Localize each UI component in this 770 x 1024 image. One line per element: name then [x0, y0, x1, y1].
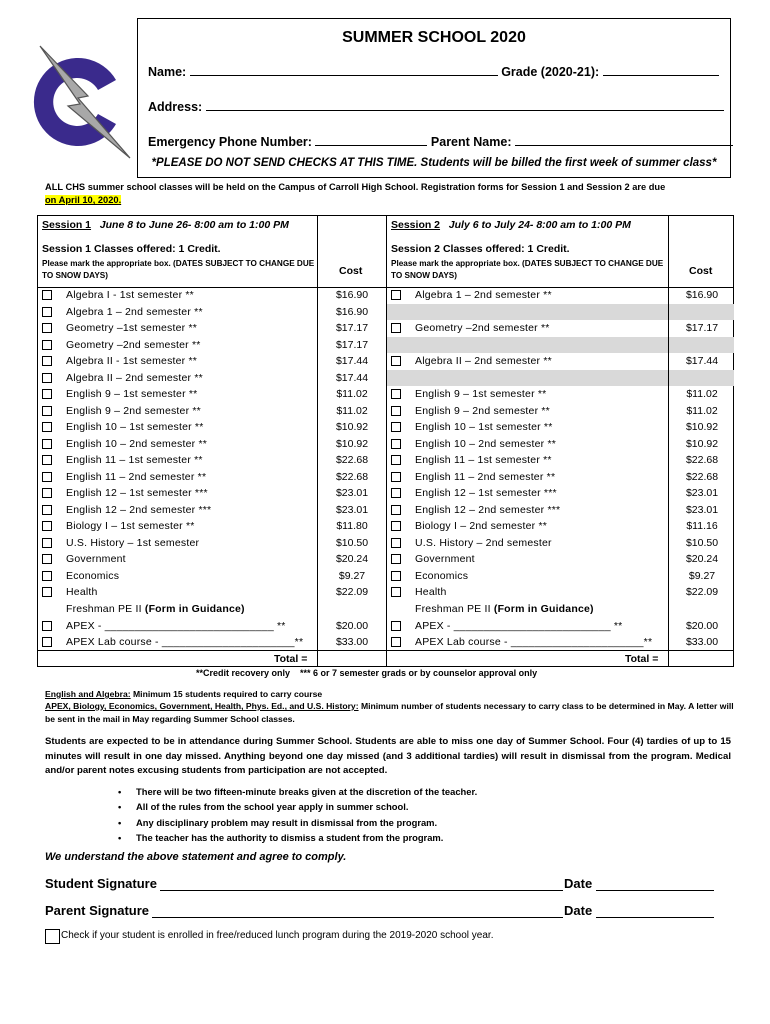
shaded-row [386, 370, 734, 386]
course-cost: $22.68 [685, 470, 719, 483]
course-cost: $20.24 [335, 553, 369, 565]
course-checkbox[interactable] [42, 521, 52, 531]
course-checkbox[interactable] [391, 439, 401, 449]
course-checkbox[interactable] [42, 356, 52, 366]
course-checkbox[interactable] [42, 389, 52, 399]
course-name: English 12 – 2nd semester *** [66, 503, 212, 516]
course-name: Health [415, 586, 447, 598]
requirement-1: English and Algebra: Minimum 15 students required to carry course [45, 689, 323, 699]
parent-signature-label: Parent Signature [45, 903, 150, 918]
course-cost: $22.68 [335, 470, 369, 483]
grade-field[interactable] [603, 63, 719, 76]
rule-text: The teacher has the authority to dismiss a student from the program. [136, 831, 444, 843]
course-cost: $10.92 [685, 437, 719, 450]
course-cost: $17.17 [335, 338, 369, 351]
bullet-icon: • [118, 801, 122, 813]
course-name: Economics [415, 569, 469, 582]
session2-heading: Session 2 July 6 to July 24- 8:00 am to 1:00 PM [391, 219, 631, 231]
course-cost: $10.92 [335, 421, 369, 433]
course-name: Algebra 1 – 2nd semester ** [66, 305, 203, 318]
course-checkbox[interactable] [391, 472, 401, 482]
session2-apex-cost: $20.00 [685, 620, 719, 632]
total-rule [38, 650, 734, 651]
course-cost: $22.68 [335, 454, 369, 466]
lunch-checkbox[interactable] [45, 929, 60, 944]
agreement-text: We understand the above statement and agree to comply. [45, 851, 347, 863]
shaded-row [386, 304, 734, 320]
course-checkbox[interactable] [42, 439, 52, 449]
course-checkbox[interactable] [42, 422, 52, 432]
course-cost: $11.02 [686, 388, 718, 400]
apex-lab-checkbox[interactable] [391, 637, 401, 647]
course-checkbox[interactable] [42, 290, 52, 300]
rule-text: There will be two fifteen-minute breaks given at the discretion of the teacher. [136, 786, 478, 797]
course-checkbox[interactable] [391, 554, 401, 564]
course-checkbox[interactable] [42, 554, 52, 564]
student-signature-field[interactable] [160, 890, 563, 891]
lunch-label: Check if your student is enrolled in free/reduced lunch program during the 2019-2020 school year. [61, 930, 494, 941]
session1-cost-header: Cost [339, 265, 363, 277]
course-checkbox[interactable] [391, 406, 401, 416]
course-name: English 10 – 2nd semester ** [415, 437, 557, 450]
course-name: Government [415, 553, 475, 565]
session1-please-mark: Please mark the appropriate box. (DATES SUBJECT TO CHANGE DUE TO SNOW DAYS) [42, 259, 315, 280]
apex-checkbox[interactable] [391, 621, 401, 631]
course-cost: $17.44 [335, 371, 369, 384]
course-checkbox[interactable] [42, 571, 52, 581]
course-cost: $23.01 [335, 503, 369, 516]
course-checkbox[interactable] [42, 538, 52, 548]
course-checkbox[interactable] [42, 455, 52, 465]
course-checkbox[interactable] [391, 455, 401, 465]
course-cost: $10.50 [685, 536, 719, 549]
course-cost: $10.92 [335, 437, 369, 450]
session1-heading: Session 1 June 8 to June 26- 8:00 am to 1:00 PM [42, 219, 289, 231]
course-cost: $23.01 [685, 503, 719, 516]
bullet-icon: • [118, 831, 122, 843]
session1-total: Total = [274, 653, 308, 665]
course-checkbox[interactable] [391, 571, 401, 581]
course-checkbox[interactable] [391, 389, 401, 399]
session1-offered: Session 1 Classes offered: 1 Credit. [42, 243, 221, 255]
student-info-box [137, 18, 731, 178]
address-field[interactable] [206, 98, 724, 111]
session1-apex-cost: $20.00 [335, 620, 369, 632]
course-cost: $10.50 [335, 536, 369, 549]
course-checkbox[interactable] [391, 587, 401, 597]
course-cost: $20.24 [685, 553, 719, 565]
course-cost: $11.16 [686, 520, 718, 532]
course-cost: $10.92 [685, 421, 719, 433]
course-cost: $17.17 [685, 322, 719, 334]
course-name: English 12 – 1st semester *** [415, 487, 557, 499]
course-cost: $23.01 [685, 487, 719, 499]
course-cost: $17.17 [335, 322, 369, 334]
course-name: Algebra II – 2nd semester ** [415, 355, 552, 367]
parent-date-label: Date [564, 903, 593, 918]
parent-name-field[interactable] [515, 133, 733, 146]
course-checkbox[interactable] [391, 422, 401, 432]
course-name: English 10 – 2nd semester ** [66, 437, 208, 450]
course-name: English 9 – 2nd semester ** [66, 404, 201, 417]
course-name: Algebra I - 1st semester ** [66, 289, 194, 301]
rule-text: Any disciplinary problem may result in dismissal from the program. [136, 816, 438, 828]
course-checkbox[interactable] [42, 505, 52, 515]
course-name: English 11 – 1st semester ** [66, 454, 203, 466]
course-cost: $16.90 [335, 289, 369, 301]
course-name: Algebra II - 1st semester ** [66, 355, 198, 367]
parent-date-field[interactable] [596, 917, 714, 918]
course-cost: $22.09 [685, 586, 719, 598]
course-cost: $22.09 [335, 586, 369, 598]
address-line: Address: [148, 98, 724, 114]
course-name: Economics [66, 569, 120, 582]
course-name: Government [66, 553, 126, 565]
course-name: English 12 – 2nd semester *** [415, 503, 561, 516]
course-cost: $9.27 [338, 569, 366, 582]
apex-checkbox[interactable] [42, 621, 52, 631]
course-name: English 9 – 2nd semester ** [415, 404, 550, 417]
course-checkbox[interactable] [42, 406, 52, 416]
rule-text: All of the rules from the school year apply in summer school. [136, 801, 409, 813]
course-name: Geometry –1st semester ** [66, 322, 198, 334]
emergency-line: Emergency Phone Number: Parent Name: [148, 133, 733, 149]
course-name: English 11 – 1st semester ** [415, 454, 552, 466]
course-name: Algebra II – 2nd semester ** [66, 371, 203, 384]
course-cost: $16.90 [335, 305, 369, 318]
course-cost: $17.44 [335, 355, 369, 367]
name-line: Name: Grade (2020-21): [148, 63, 719, 79]
grads-note: *** 6 or 7 semester grads or by counselor approval only [300, 668, 538, 678]
session2-apex-lab-cost: $33.00 [685, 636, 719, 648]
course-name: English 10 – 1st semester ** [66, 421, 204, 433]
student-date-field[interactable] [596, 890, 714, 891]
course-checkbox[interactable] [42, 587, 52, 597]
checks-note: *PLEASE DO NOT SEND CHECKS AT THIS TIME. Students will be billed the first week of summer class* [151, 157, 717, 169]
course-checkbox[interactable] [42, 340, 52, 350]
course-name: U.S. History – 1st semester [66, 536, 200, 549]
course-name: English 11 – 2nd semester ** [415, 470, 556, 483]
course-name: Biology I – 2nd semester ** [415, 520, 548, 532]
course-checkbox[interactable] [391, 356, 401, 366]
session2-please-mark: Please mark the appropriate box. (DATES SUBJECT TO CHANGE DUE TO SNOW DAYS) [391, 259, 664, 280]
course-cost: $11.02 [336, 388, 368, 400]
credit-recovery-note: **Credit recovery only [196, 668, 291, 678]
course-name: English 11 – 2nd semester ** [66, 470, 207, 483]
session2-offered: Session 2 Classes offered: 1 Credit. [391, 243, 570, 255]
course-cost: $17.44 [685, 355, 719, 367]
apex-lab-checkbox[interactable] [42, 637, 52, 647]
course-checkbox[interactable] [42, 472, 52, 482]
course-checkbox[interactable] [391, 505, 401, 515]
course-name: Health [66, 586, 98, 598]
course-cost: $11.02 [686, 404, 718, 417]
course-checkbox[interactable] [42, 307, 52, 317]
session2-cost-header: Cost [689, 265, 713, 277]
course-checkbox[interactable] [42, 323, 52, 333]
course-checkbox[interactable] [391, 521, 401, 531]
student-date-label: Date [564, 876, 593, 891]
name-field[interactable] [190, 63, 498, 76]
course-checkbox[interactable] [391, 538, 401, 548]
course-name: Biology I – 1st semester ** [66, 520, 195, 532]
course-cost: $9.27 [688, 569, 716, 582]
course-name: English 12 – 1st semester *** [66, 487, 208, 499]
course-cost: $11.80 [336, 520, 368, 532]
page-title: SUMMER SCHOOL 2020 [342, 29, 526, 46]
header-rule [38, 287, 734, 288]
school-logo [30, 40, 134, 162]
requirement-2: APEX, Biology, Economics, Government, Health, Phys. Ed., and U.S. History: Minimum number of students necessary to carry class to be determined in May. A letter will be sent in the mail in May regarding Summer School classes. [45, 701, 734, 724]
attendance-paragraph: Students are expected to be in attendance during Summer School. Students are able to miss one day of Summer School. Four (4) tardies of up to 15 minutes will result in one day missed. Anything beyond one day missed (and 3 additional tardies) will result in dismissal from the program. Medical and/or parent notes excusing students from participation are not accepted. [45, 736, 731, 776]
course-cost: $22.68 [685, 454, 719, 466]
course-name: Geometry –2nd semester ** [66, 338, 201, 351]
course-checkbox[interactable] [391, 488, 401, 498]
intro-text: ALL CHS summer school classes will be held on the Campus of Carroll High School. Registration forms for Session 1 and Session 2 are due on April 10, 2020. [45, 182, 666, 205]
course-name: Algebra 1 – 2nd semester ** [415, 289, 552, 301]
course-cost: $11.02 [336, 404, 368, 417]
course-table: Session 1 June 8 to June 26- 8:00 am to 1:00 PM Session 1 Classes offered: 1 Credit. Please mark the appropriate box. (DATES SUBJECT TO CHANGE DUE TO SNOW DAYS) Cost Session 2 July 6 to July 24- 8:00 am to 1:00 PM Session 2 Classes offered: 1 Credit. Please mark the appropriate box. (DATES SUBJECT TO CHANGE DUE TO SNOW DAYS) Cost Algebra I - 1st semester ** $16.90 Algebra 1 – 2nd semester ** $16.90 Geometry –1st semester ** $17.17 Geometry –2nd semester ** $17.17 Algebra II - 1st semester ** $17.44 Algebra II – 2nd semester ** $17.44 English 9 – 1st semester ** $11.02 English 9 – 2nd semester ** $11.02 English 10 – 1st semester ** $10.92 English 10 – 2nd semester ** $10.92 English 11 – 1st semester ** $22.68 English 11 – 2nd semester ** $22.68 English 12 – 1st semester *** $23.01 English 12 – 2nd semester *** $23.01 Biology I – 1st semester ** $11.80 U.S. History – 1st semester $10.50 Government $20.24 Economics $9.27 Health $22.09 Algebra 1 – 2nd semester ** $16.90 Geometry –2nd semester ** $17.17 Algebra II – 2nd semester ** $17.44 English 9 – 1st semester ** $11.02 English 9 – 2nd semester ** $11.02 English 10 – 1st semester ** $10.92 English 10 – 2nd semester ** $10.92 English 11 – 1st semester ** $22.68 English 11 – 2nd semester ** $22.68 English 12 – 1st semester *** $23.01 English 12 – 2nd semester *** $23.01 Biology I – 2nd semester ** $11.16 U.S. History – 2nd semester $10.50 Government $20.24 Economics $9.27 Health $22.09 Freshman PE II (Form in Guidance) APEX - ____________________________ ** $20.00 APEX Lab course - ______________________** $33.00 Total = Freshman PE II (Form in Guidance) APEX - __________________________ ** $20.00 APEX Lab course - ______________________** $33.00 Total = [37, 215, 734, 667]
course-cost: $23.01 [335, 487, 369, 499]
due-date-line: on April 10, 2020. [45, 195, 122, 205]
student-signature-label: Student Signature [45, 876, 157, 891]
course-name: English 10 – 1st semester ** [415, 421, 553, 433]
bullet-icon: • [118, 786, 122, 797]
course-checkbox[interactable] [42, 488, 52, 498]
shaded-row [386, 337, 734, 353]
bullet-icon: • [118, 816, 122, 828]
course-name: Geometry –2nd semester ** [415, 322, 550, 334]
course-checkbox[interactable] [42, 373, 52, 383]
course-checkbox[interactable] [391, 290, 401, 300]
course-checkbox[interactable] [391, 323, 401, 333]
course-name: English 9 – 1st semester ** [66, 388, 198, 400]
session1-apex-lab-cost: $33.00 [335, 636, 369, 648]
course-cost: $16.90 [685, 289, 719, 301]
course-name: U.S. History – 2nd semester [415, 536, 552, 549]
course-name: English 9 – 1st semester ** [415, 388, 547, 400]
emergency-phone-field[interactable] [315, 133, 427, 146]
session2-total: Total = [625, 653, 659, 665]
parent-signature-field[interactable] [152, 917, 563, 918]
